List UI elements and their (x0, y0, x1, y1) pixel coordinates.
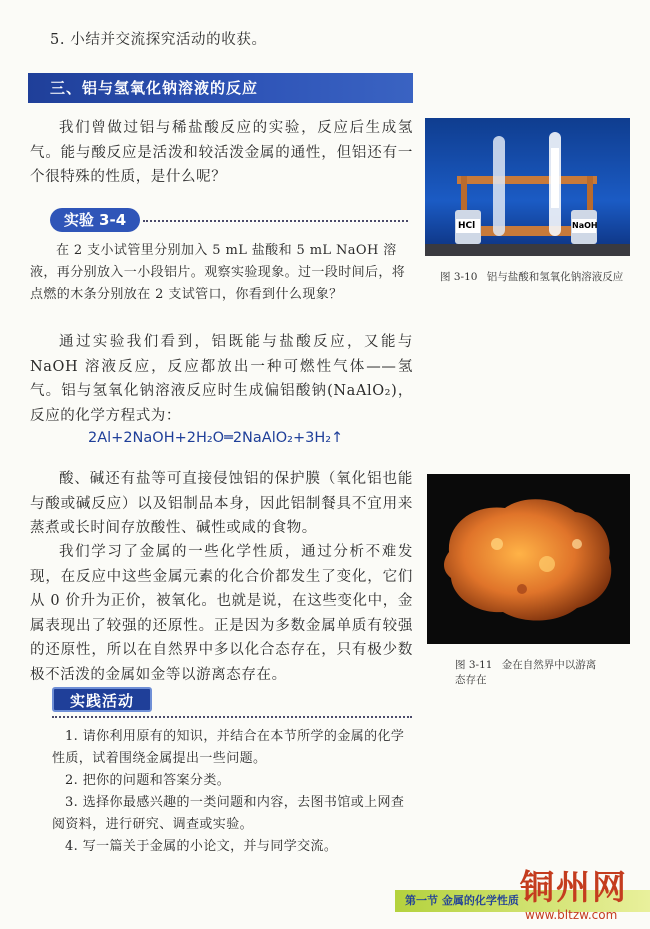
intro-paragraph: 我们曾做过铝与稀盐酸反应的实验，反应后生成氢气。能与酸反应是活泼和较活泼金属的通性，但铝还有一个很特殊的性质，是什么呢？ (30, 120, 413, 185)
top-list-item: 5. 小结并交流探究活动的收获。 (50, 32, 267, 48)
chemical-equation: 2Al+2NaOH+2H₂O═2NaAlO₂+3H₂↑ (88, 430, 344, 446)
acid-base-paragraph: 酸、碱还有盐等可直接侵蚀铝的保护膜（氧化铝也能与酸或碱反应）以及铝制品本身，因此铝制餐具不宜用来蒸煮或长时间存放酸性、碱性或咸的食物。 (30, 471, 413, 536)
experiment-badge: 实验 3-4 (50, 208, 140, 232)
figure-test-tubes (425, 118, 630, 256)
section-heading: 三、铝与氢氧化钠溶液的反应 (28, 73, 413, 103)
test-tube-illustration (425, 118, 630, 256)
figure-1-number: 图 3-10 (440, 271, 478, 283)
figure-1-caption (440, 270, 630, 285)
gold-nugget-image (427, 474, 630, 644)
figure-gold-nugget (427, 474, 630, 644)
practice-item: 1. 请你利用原有的知识，并结合在本节所学的金属的化学性质，试着围绕金属提出一些问题。 (52, 729, 405, 766)
figure-2-text: 金在自然界中以游离态存在 (455, 659, 597, 686)
experiment-text: 在 2 支小试管里分别加入 5 mL 盐酸和 5 mL NaOH 溶液，再分别放入一小段铝片。观察实验现象。过一段时间后，将点燃的木条分别放在 2 支试管口，你看到什么现象？ (30, 243, 406, 302)
figure-1-text: 铝与盐酸和氢氧化钠溶液反应 (486, 271, 624, 283)
observation-paragraph: 通过实验我们看到，铝既能与盐酸反应，又能与 NaOH 溶液反应，反应都放出一种可燃性气体——氢气。铝与氢氧化钠溶液反应时生成偏铝酸钠(NaAlO₂)，反应的化学方程式为： (30, 334, 413, 424)
naoh-label: NaOH (572, 221, 598, 230)
dotted-divider (143, 220, 408, 222)
footer-title: 第一节 金属的化学性质 (405, 894, 519, 907)
figure-2-caption (455, 658, 605, 688)
practice-item: 2. 把你的问题和答案分类。 (65, 773, 231, 788)
watermark-url: www.bltzw.com (525, 908, 618, 922)
figure-2-number: 图 3-11 (455, 659, 493, 671)
practice-list (52, 726, 412, 858)
practice-badge: 实践活动 (52, 687, 152, 712)
hcl-label: HCl (458, 221, 476, 231)
practice-divider (52, 716, 412, 718)
summary-paragraph: 我们学习了金属的一些化学性质，通过分析不难发现，在反应中这些金属元素的化合价都发生了变化，它们从 0 价升为正价，被氧化。也就是说，在这些变化中，金属表现出了较强的还原性。正是因为多数金属单质有较强的还原性，所以在自然界中多以化合态存在，只有极少数极不活泼的金属如金等以游离态存在。 (30, 544, 413, 683)
watermark-name: 铜州网 (520, 868, 628, 908)
practice-item: 3. 选择你最感兴趣的一类问题和内容，去图书馆或上网查阅资料，进行研究、调查或实验。 (52, 795, 405, 832)
practice-item: 4. 写一篇关于金属的小论文，并与同学交流。 (65, 839, 338, 854)
